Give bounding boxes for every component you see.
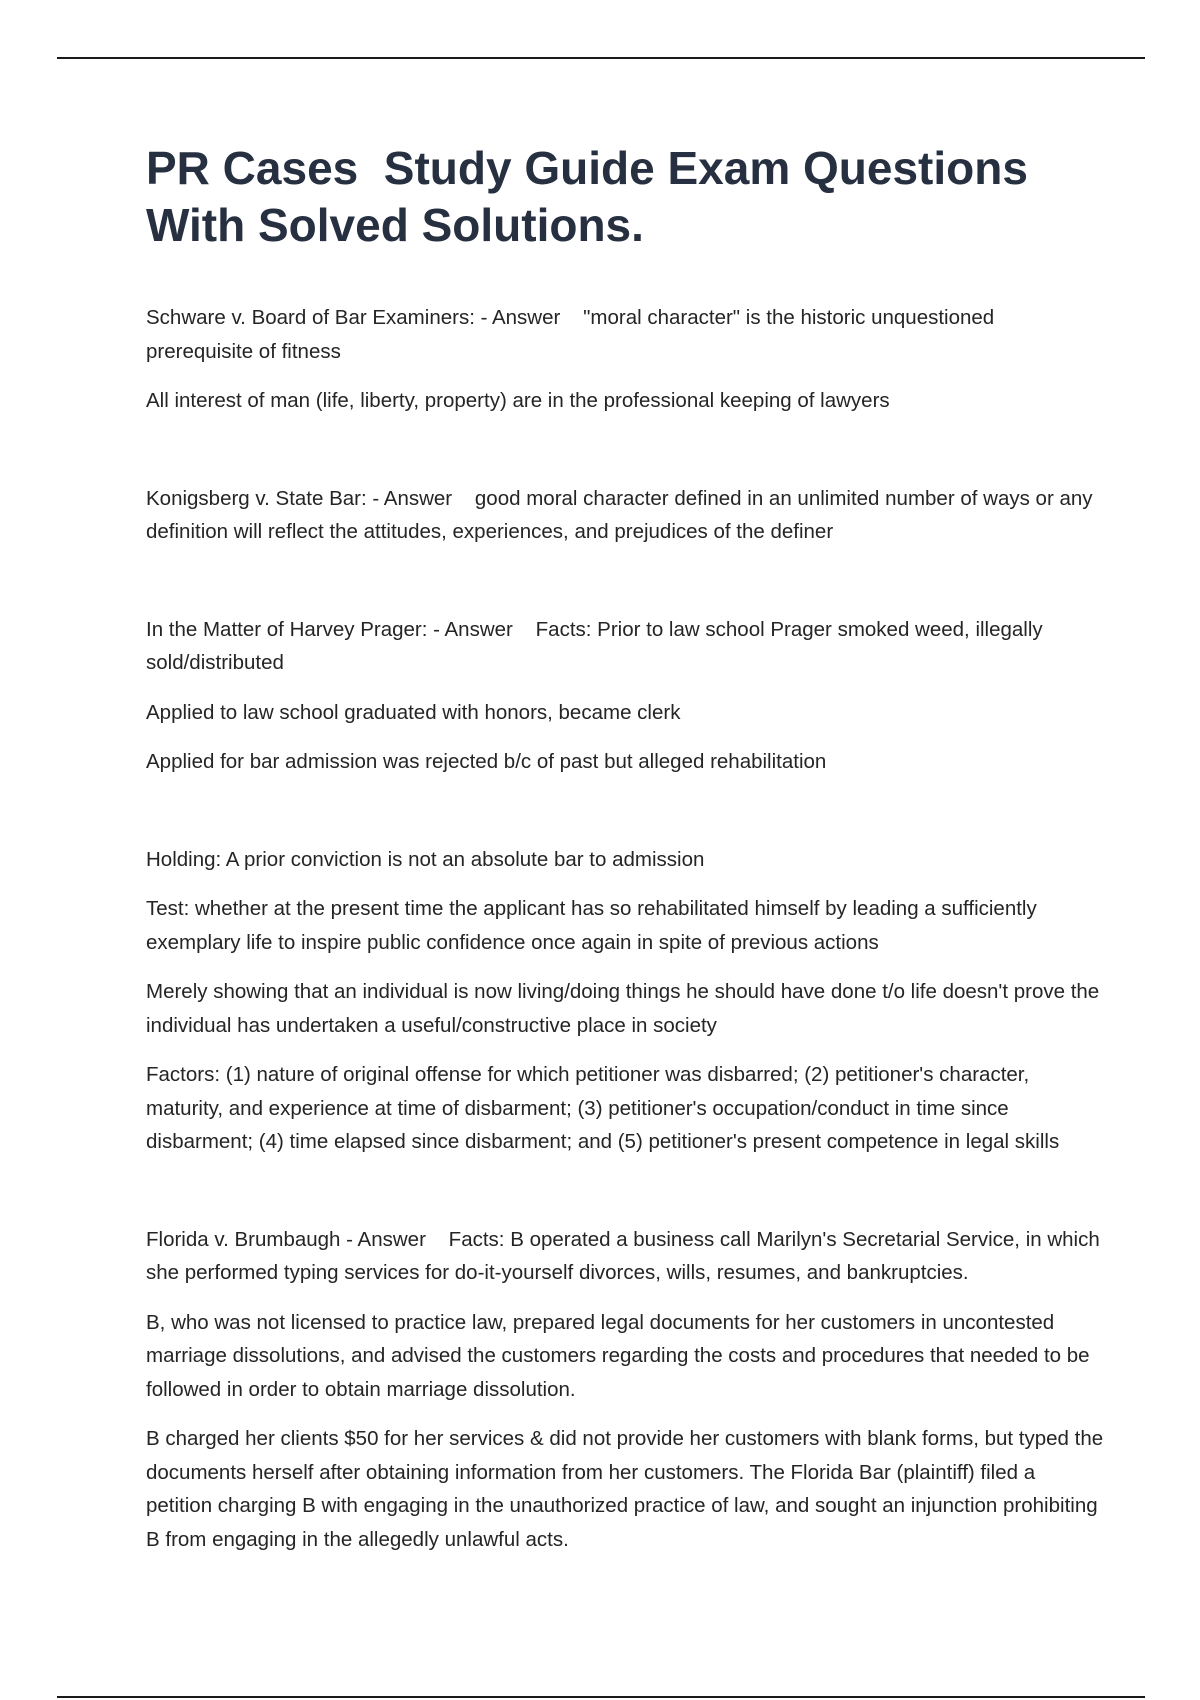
section-gap	[146, 795, 1106, 843]
paragraph: Merely showing that an individual is now living/doing things he should have done t/o life doesn't prove the individual has undertaken a useful/constructive place in society	[146, 980, 1105, 1037]
top-divider	[57, 57, 1145, 59]
paragraph-prager: In the Matter of Harvey Prager: - Answer Facts: Prior to law school Prager smoked weed, illegally sold/distributed	[146, 617, 1049, 674]
document-content	[146, 140, 1109, 1572]
section-gap	[146, 434, 1106, 482]
paragraph: Applied for bar admission was rejected b/c of past but alleged rehabilitation	[146, 750, 827, 773]
section-gap	[146, 1175, 1106, 1223]
paragraph: B, who was not licensed to practice law, prepared legal documents for her customers in uncontested marriage dissolutions, and advised the customers regarding the costs and procedures that needed to be followed in order to obtain marriage dissolution.	[146, 1310, 1096, 1401]
document-title: PR Cases Study Guide Exam Questions With Solved Solutions.	[146, 142, 1041, 251]
paragraph: B charged her clients $50 for her services & did not provide her customers with blank forms, but typed the documents herself after obtaining information from her customers. The Florida Bar (plaintiff) filed a petition charging B with engaging in the unauthorized practice of law, and sought an injunction prohibiting B from engaging in the allegedly unlawful acts.	[146, 1427, 1109, 1551]
section-gap	[146, 565, 1106, 613]
paragraph-konigsberg: Konigsberg v. State Bar: - Answer good moral character defined in an unlimited number of ways or any definition will reflect the attitudes, experiences, and prejudices of the definer	[146, 486, 1099, 543]
paragraph-holding: Holding: A prior conviction is not an absolute bar to admission	[146, 847, 705, 871]
paragraph: Applied to law school graduated with honors, became clerk	[146, 700, 681, 724]
paragraph-schware: Schware v. Board of Bar Examiners: - Answer "moral character" is the historic unquestioned prerequisite of fitness	[146, 306, 1000, 363]
paragraph: All interest of man (life, liberty, property) are in the professional keeping of lawyers	[146, 389, 890, 412]
bottom-divider	[57, 1696, 1145, 1698]
document-body	[146, 301, 1109, 1556]
paragraph-test: Test: whether at the present time the applicant has so rehabilitated himself by leading a sufficiently exemplary life to inspire public confidence once again in spite of previous actions	[146, 897, 1043, 954]
paragraph-factors: Factors: (1) nature of original offense for which petitioner was disbarred; (2) petitioner's character, maturity, and experience at time of disbarment; (3) petitioner's occupation/conduct in time since disbarment; (4) time elapsed since disbarment; and (5) petitioner's present competence in legal skills	[146, 1063, 1060, 1153]
paragraph-brumbaugh: Florida v. Brumbaugh - Answer Facts: B operated a business call Marilyn's Secretarial Service, in which she performed typing services for do-it-yourself divorces, wills, resumes, and bankruptcies.	[146, 1227, 1106, 1284]
